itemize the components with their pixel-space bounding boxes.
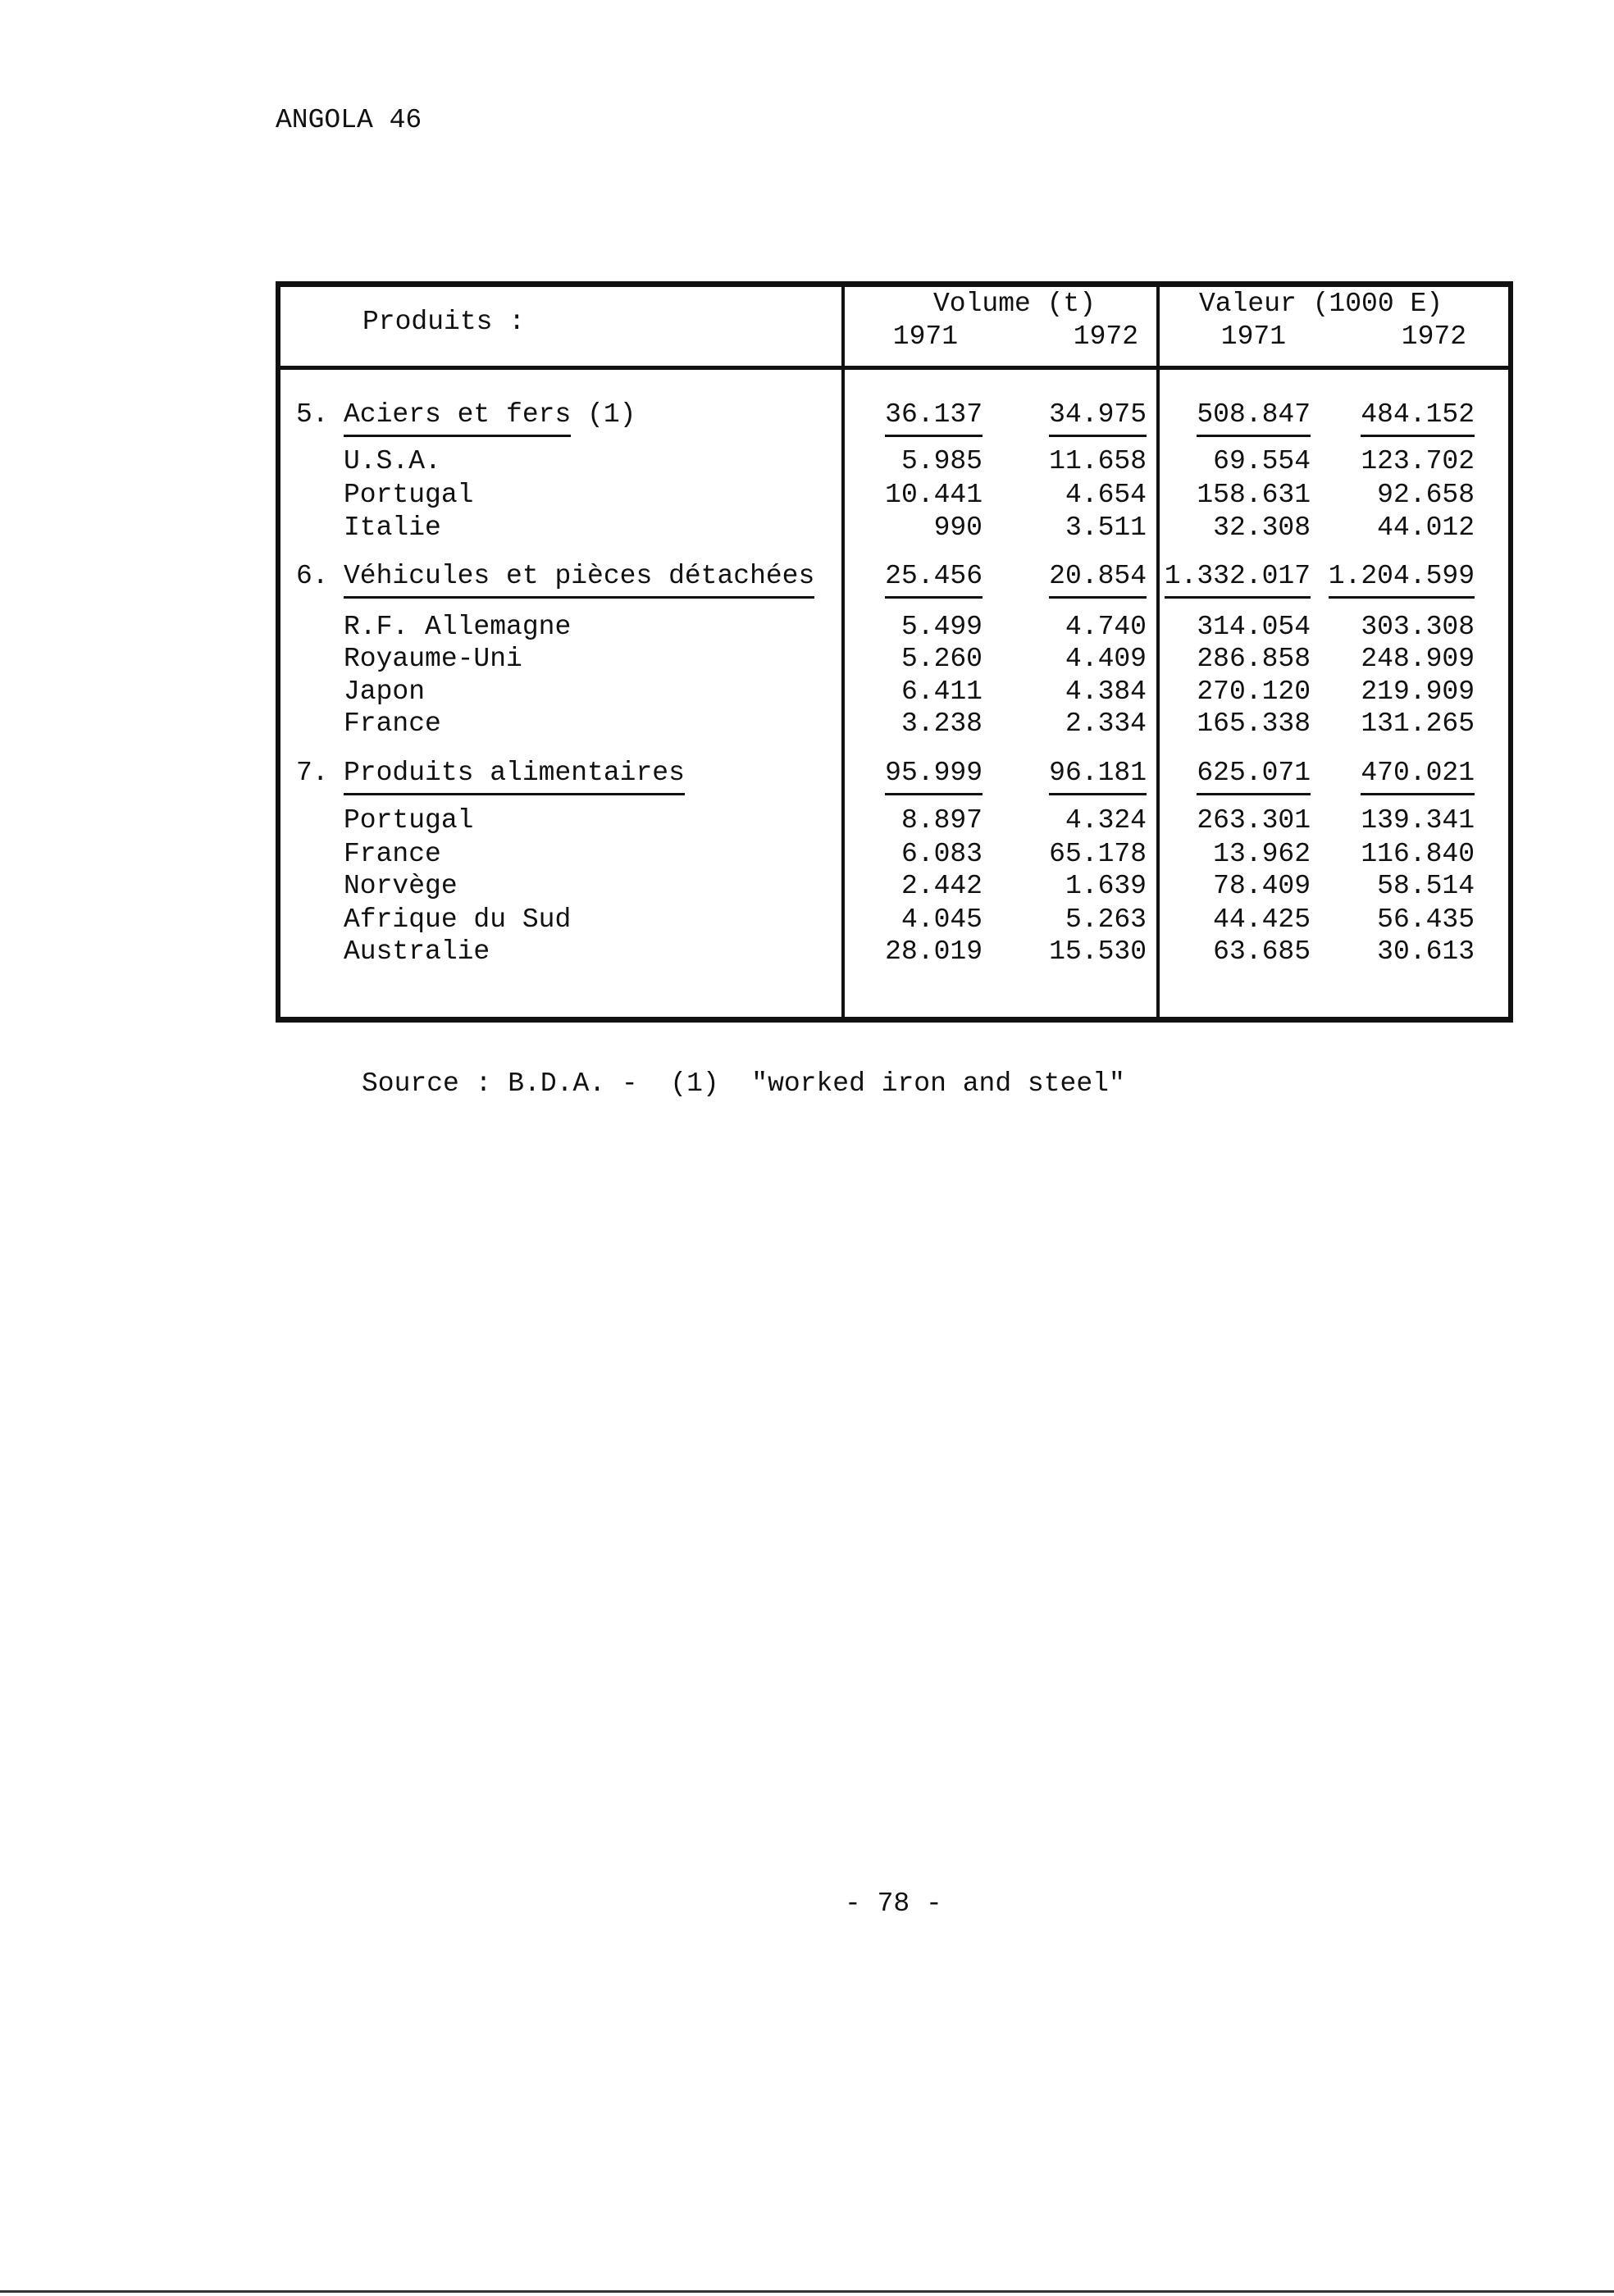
value-text: 13.962	[1213, 839, 1311, 869]
value-text: 69.554	[1213, 446, 1311, 476]
value-text: 95.999	[885, 758, 983, 795]
value-text: 96.181	[1049, 758, 1147, 795]
section-label: Aciers et fers	[344, 399, 571, 437]
header-products: Produits :	[362, 307, 526, 337]
value-text: 5.263	[1065, 904, 1147, 935]
value-text: 4.740	[1065, 612, 1147, 642]
value-text: 4.654	[1065, 480, 1147, 510]
cell-value	[1261, 401, 1475, 428]
cell-value	[1261, 613, 1475, 640]
header-valeur: Valeur (1000 E)	[1199, 289, 1443, 319]
country-label: France	[344, 839, 441, 869]
value-text: 2.334	[1065, 708, 1147, 739]
cell-value	[1261, 938, 1475, 965]
cell-value	[1261, 840, 1475, 868]
value-text: 34.975	[1049, 399, 1147, 437]
value-text: 15.530	[1049, 936, 1147, 967]
source-footnote: Source : B.D.A. - (1) "worked iron and steel"	[362, 1068, 1125, 1099]
value-text: 263.301	[1197, 805, 1311, 836]
country-label: Italie	[344, 512, 441, 543]
value-text: 508.847	[1197, 399, 1311, 437]
cell-value	[1261, 759, 1475, 786]
value-text: 63.685	[1213, 936, 1311, 967]
value-text: 1.639	[1065, 871, 1147, 901]
value-text: 78.409	[1213, 871, 1311, 901]
cell-value	[1261, 872, 1475, 900]
cell-value	[1261, 563, 1475, 590]
value-text: 4.384	[1065, 676, 1147, 707]
value-text: 25.456	[885, 561, 983, 599]
value-text: 20.854	[1049, 561, 1147, 599]
value-text: 4.409	[1065, 644, 1147, 674]
value-text: 625.071	[1197, 758, 1311, 795]
value-text: 3.238	[900, 708, 983, 739]
value-text: 10.441	[885, 480, 983, 510]
value-text: 1.204.599	[1329, 561, 1475, 599]
section-label: Véhicules et pièces détachées	[344, 561, 814, 599]
section-label: Produits alimentaires	[344, 758, 685, 795]
cell-value	[1261, 906, 1475, 933]
page-number: - 78 -	[845, 1888, 942, 1919]
value-text: 36.137	[885, 399, 983, 437]
header-year: 1972	[1073, 321, 1138, 352]
country-label: Japon	[344, 676, 426, 707]
value-text: 92.658	[1377, 480, 1475, 510]
section-number: 6.	[296, 561, 329, 591]
value-text: 5.499	[900, 612, 983, 642]
value-text: 470.021	[1361, 758, 1475, 795]
value-text: 32.308	[1213, 512, 1311, 543]
page-bottom-rule	[0, 2290, 1614, 2293]
value-text: 30.613	[1377, 936, 1475, 967]
value-text: 131.265	[1361, 708, 1475, 739]
header-divider	[280, 366, 1508, 370]
value-text: 28.019	[885, 936, 983, 967]
section-number: 5.	[296, 399, 329, 430]
value-text: 6.411	[900, 676, 983, 707]
value-text: 270.120	[1197, 676, 1311, 707]
country-label: Norvège	[344, 871, 458, 901]
cell-value	[1261, 481, 1475, 508]
value-text: 11.658	[1049, 446, 1147, 476]
value-text: 5.260	[900, 644, 983, 674]
value-text: 4.045	[900, 904, 983, 935]
value-text: 165.338	[1197, 708, 1311, 739]
value-text: 286.858	[1197, 644, 1311, 674]
value-text: 4.324	[1065, 805, 1147, 836]
cell-value	[1261, 448, 1475, 475]
value-text: 484.152	[1361, 399, 1475, 437]
running-title: ANGOLA 46	[276, 105, 422, 135]
value-text: 44.425	[1213, 904, 1311, 935]
value-text: 123.702	[1361, 446, 1475, 476]
value-text: 2.442	[900, 871, 983, 901]
value-text: 8.897	[900, 805, 983, 836]
value-text: 219.909	[1361, 676, 1475, 707]
header-year: 1971	[892, 321, 958, 352]
country-label: Royaume-Uni	[344, 644, 522, 674]
country-label: Portugal	[344, 805, 474, 836]
country-label: France	[344, 708, 441, 739]
value-text: 5.985	[900, 446, 983, 476]
cell-value	[1261, 807, 1475, 834]
country-label: U.S.A.	[344, 446, 441, 476]
value-text: 56.435	[1377, 904, 1475, 935]
header-year: 1972	[1401, 321, 1466, 352]
value-text: 6.083	[900, 839, 983, 869]
section-number: 7.	[296, 758, 329, 788]
value-text: 1.332.017	[1165, 561, 1311, 599]
value-text: 58.514	[1377, 871, 1475, 901]
section-footnote-ref: (1)	[571, 399, 636, 430]
value-text: 158.631	[1197, 480, 1311, 510]
cell-value	[1261, 710, 1475, 737]
value-text: 3.511	[1065, 512, 1147, 543]
country-label: Portugal	[344, 480, 474, 510]
cell-value	[1261, 514, 1475, 541]
country-label: R.F. Allemagne	[344, 612, 572, 642]
value-text: 116.840	[1361, 839, 1475, 869]
header-volume: Volume (t)	[933, 289, 1097, 319]
value-text: 65.178	[1049, 839, 1147, 869]
value-text: 44.012	[1377, 512, 1475, 543]
header-year: 1971	[1220, 321, 1286, 352]
cell-value	[1261, 678, 1475, 705]
country-label: Afrique du Sud	[344, 904, 572, 935]
cell-value	[1261, 645, 1475, 672]
value-text: 314.054	[1197, 612, 1311, 642]
country-label: Australie	[344, 936, 490, 967]
value-text: 303.308	[1361, 612, 1475, 642]
value-text: 990	[933, 512, 983, 543]
value-text: 248.909	[1361, 644, 1475, 674]
value-text: 139.341	[1361, 805, 1475, 836]
imports-table	[276, 281, 1513, 1023]
